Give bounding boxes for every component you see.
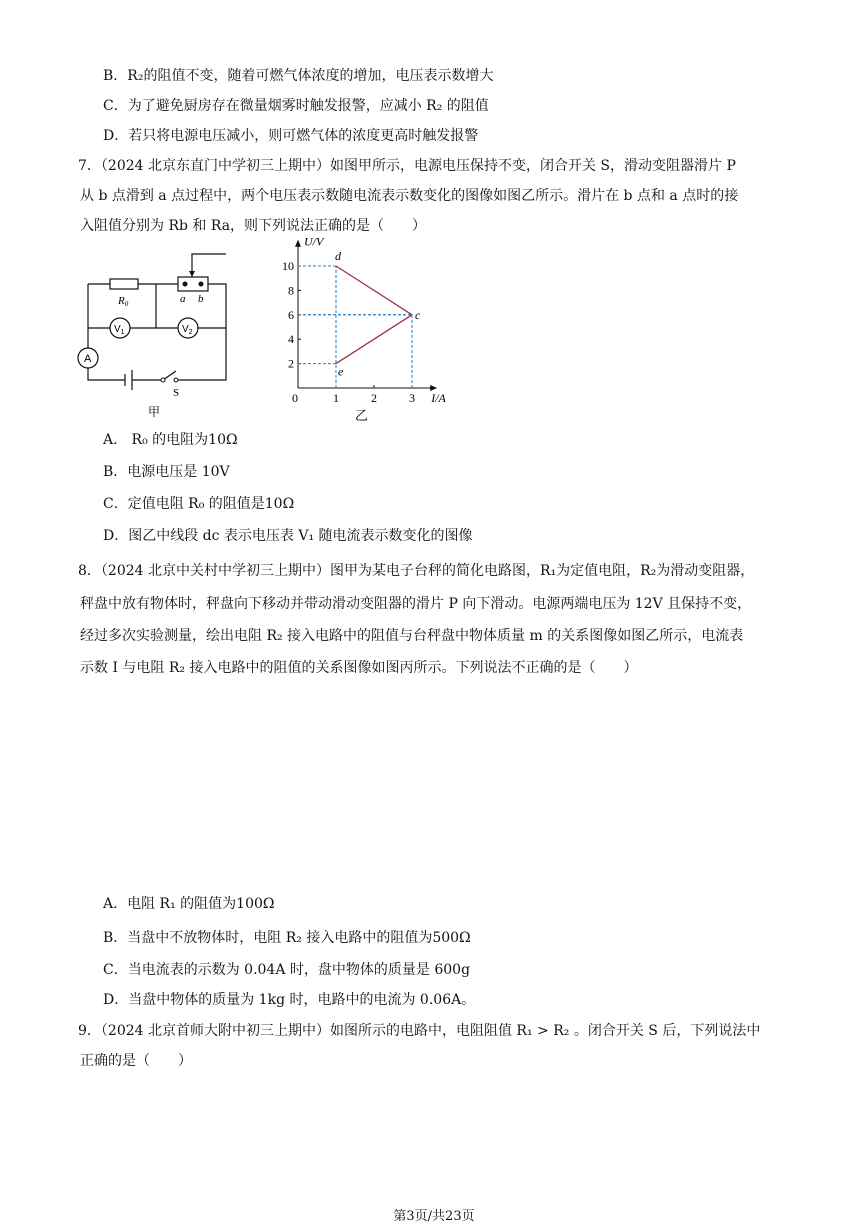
q8-stem-line3: 经过多次实验测量，绘出电阻 R₂ 接入电路中的阻值与台秤盘中物体质量 m 的关系图像如图乙所示，电流表 xyxy=(80,628,744,644)
y-axis-arrow xyxy=(295,240,301,247)
point-label-c: c xyxy=(415,307,421,322)
q7-option-c: C．定值电阻 R₀ 的阻值是10Ω xyxy=(103,496,295,512)
v2-label: $V_2$ xyxy=(182,324,193,336)
q8-option-c: C．当电流表的示数为 0.04A 时，盘中物体的质量是 600g xyxy=(103,962,471,978)
y-tick-label: 8 xyxy=(288,283,294,298)
q7-option-b: B．电源电压是 10V xyxy=(103,464,230,480)
graph-caption: 乙 xyxy=(355,409,369,424)
page-footer: 第3页/共23页 xyxy=(393,1209,475,1224)
circuit-caption: 甲 xyxy=(148,405,161,419)
x-axis-label: I/A xyxy=(431,391,446,405)
slider-a-label: a xyxy=(180,293,186,305)
ammeter-label: A xyxy=(84,353,92,365)
origin-label: 0 xyxy=(292,391,298,405)
y-tick-label: 10 xyxy=(282,259,294,273)
v1-label: $V_1$ xyxy=(114,324,125,336)
q7-stem-line1: 7．（2024 北京东直门中学初三上期中）如图甲所示，电源电压保持不变，闭合开关 S，滑动变阻器滑片 P xyxy=(78,158,736,174)
q9-stem-line2: 正确的是（ ） xyxy=(80,1053,192,1069)
series-line-1 xyxy=(336,266,412,315)
q8-option-d: D．当盘中物体的质量为 1kg 时，电路中的电流为 0.06A。 xyxy=(103,992,476,1008)
q8-stem-line1: 8．（2024 北京中关村中学初三上期中）图甲为某电子台秤的简化电路图，R₁为定值电阻，R₂为滑动变阻器， xyxy=(78,563,755,579)
q8-stem-line4: 示数 I 与电阻 R₂ 接入电路中的阻值的关系图像如图丙所示。下列说法不正确的是（ ） xyxy=(80,660,638,676)
y-tick-label: 4 xyxy=(288,332,294,347)
q8-stem-line2: 秤盘中放有物体时，秤盘向下移动并带动滑动变阻器的滑片 P 向下滑动。电源两端电压为 12V 且保持不变， xyxy=(80,596,752,612)
q6-option-b: B．R₂的阻值不变，随着可燃气体浓度的增加，电压表示数增大 xyxy=(103,68,494,84)
x-tick-label: 3 xyxy=(409,391,415,405)
q7-option-d: D．图乙中线段 dc 表示电压表 V₁ 随电流表示数变化的图像 xyxy=(103,528,473,544)
q7-stem-line3: 入阻值分别为 Rb 和 Ra，则下列说法正确的是（ ） xyxy=(80,218,427,234)
r0-label: R0 xyxy=(118,295,129,308)
q6-option-c: C．为了避免厨房存在微量烟雾时触发报警，应减小 R₂ 的阻值 xyxy=(103,98,489,114)
q8-option-b: B．当盘中不放物体时，电阻 R₂ 接入电路中的阻值为500Ω xyxy=(103,930,471,946)
q7-option-a: A． R₀ 的电阻为10Ω xyxy=(103,432,238,448)
x-tick-label: 2 xyxy=(371,391,377,405)
point-label-d: d xyxy=(335,249,341,263)
y-tick-label: 2 xyxy=(288,356,294,371)
switch-label: S xyxy=(173,387,180,399)
series-line-2 xyxy=(336,315,412,364)
q8-option-a: A．电阻 R₁ 的阻值为100Ω xyxy=(103,896,275,912)
y-axis-label: U/V xyxy=(304,234,324,249)
q6-option-d: D．若只将电源电压减小，则可燃气体的浓度更高时触发报警 xyxy=(103,128,479,144)
point-label-e: e xyxy=(338,364,344,379)
y-tick-label: 6 xyxy=(288,307,294,322)
circuit-diagram xyxy=(80,244,240,419)
x-tick-label: 1 xyxy=(333,391,339,405)
u-i-graph xyxy=(280,234,450,424)
slider-b-label: b xyxy=(198,293,204,305)
q7-stem-line2: 从 b 点滑到 a 点过程中，两个电压表示数随电流表示数变化的图像如图乙所示。滑片在 b 点和 a 点时的接 xyxy=(80,188,739,204)
q9-stem-line1: 9．（2024 北京首师大附中初三上期中）如图所示的电路中，电阻阻值 R₁ > R₂ 。闭合开关 S 后，下列说法中 xyxy=(78,1023,761,1039)
